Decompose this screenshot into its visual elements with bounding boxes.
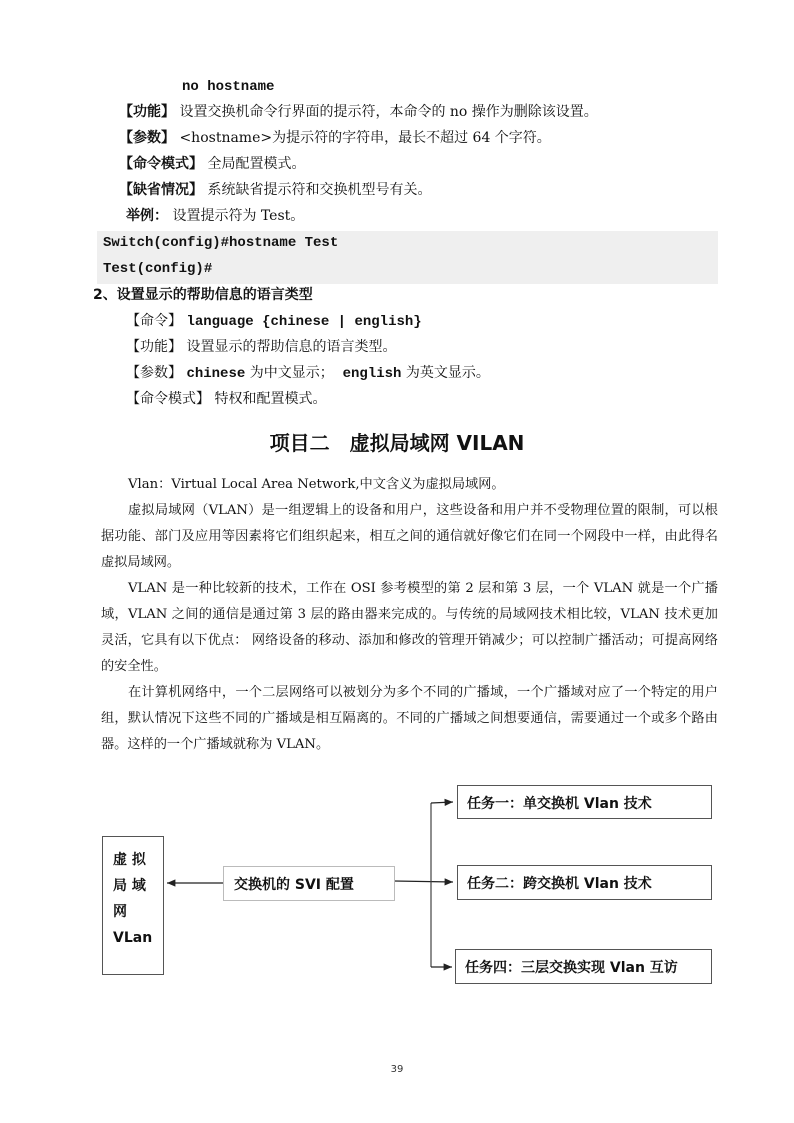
mode-label-2: 【命令模式】	[126, 391, 210, 407]
task-label: 任务四：三层交换实现 Vlan 互访	[465, 960, 678, 976]
syntax-no-hostname: no hostname	[182, 79, 275, 95]
root-line: 虚 拟	[113, 852, 146, 868]
default-text: 系统缺省提示符和交换机型号有关。	[207, 182, 432, 198]
root-box	[102, 836, 164, 975]
svi-config-box	[223, 866, 395, 901]
function-text: 设置交换机命令行界面的提示符，本命令的 no 操作为删除该设置。	[179, 104, 598, 120]
chapter-title: 项目二 虚拟局域网 VILAN	[269, 431, 525, 455]
params-label: 【参数】	[119, 130, 175, 146]
param-chinese-desc: 为中文显示；	[245, 365, 343, 381]
example-text: 设置提示符为 Test。	[172, 208, 305, 224]
param-english: english	[342, 366, 402, 382]
function-label-2: 【功能】	[126, 339, 182, 355]
task-label: 任务二：跨交换机 Vlan 技术	[467, 876, 652, 892]
task-box	[457, 785, 712, 819]
example-label: 举例：	[126, 208, 168, 224]
params-label-2: 【参数】	[126, 365, 182, 381]
mode-label: 【命令模式】	[119, 156, 203, 172]
param-english-desc: 为英文显示。	[401, 365, 490, 381]
paragraph: 在计算机网络中，一个二层网络可以被划分为多个不同的广播域，一个广播域对应了一个特定的用户组，默认情况下这些不同的广播域是相互隔离的。不同的广播域之间想要通信，需要通过一个或多个路由器。这样的一个广播域就称为 VLAN。	[101, 685, 718, 752]
code-line: Switch(config)#hostname Test	[103, 235, 339, 251]
root-line: 局 域	[113, 878, 146, 894]
command-label: 【命令】	[126, 313, 182, 329]
root-line: 网	[113, 904, 127, 920]
root-line: VLan	[113, 930, 153, 946]
task-box	[457, 865, 712, 900]
params-text: <hostname>为提示符的字符串，最长不超过 64 个字符。	[179, 130, 551, 146]
page-number: 39	[390, 1064, 404, 1075]
paragraph: VLAN 是一种比较新的技术，工作在 OSI 参考模型的第 2 层和第 3 层，一个 VLAN 就是一个广播域，VLAN 之间的通信是通过第 3 层的路由器来完成的。与传统的局域网技术相比较，VLAN 技术更加灵活，它具有以下优点： 网络设备的移动、添加和修改的管理开销减少；可以控制广播活动；可提高网络的安全性。	[101, 581, 718, 674]
command-text: language {chinese | english}	[186, 314, 422, 330]
default-label: 【缺省情况】	[119, 182, 203, 198]
code-line: Test(config)#	[103, 261, 213, 277]
mode-text: 全局配置模式。	[207, 156, 306, 172]
task-label: 任务一：单交换机 Vlan 技术	[467, 796, 652, 812]
task-box	[455, 949, 712, 984]
mode-text-2: 特权和配置模式。	[214, 391, 327, 407]
function-text-2: 设置显示的帮助信息的语言类型。	[186, 339, 397, 355]
section-heading: 2、设置显示的帮助信息的语言类型	[93, 287, 313, 303]
paragraph: Vlan：Virtual Local Area Network,中文含义为虚拟局域网。	[128, 477, 505, 492]
param-chinese: chinese	[186, 366, 246, 382]
svi-config-label: 交换机的 SVI 配置	[234, 877, 354, 893]
function-label: 【功能】	[119, 104, 175, 120]
paragraph: 虚拟局域网（VLAN）是一组逻辑上的设备和用户，这些设备和用户并不受物理位置的限制，可以根据功能、部门及应用等因素将它们组织起来，相互之间的通信就好像它们在同一个网段中一样，由此得名虚拟局域网。	[101, 503, 718, 570]
arrow-to-task-1	[431, 802, 453, 803]
arrow-to-task-2	[394, 881, 453, 882]
